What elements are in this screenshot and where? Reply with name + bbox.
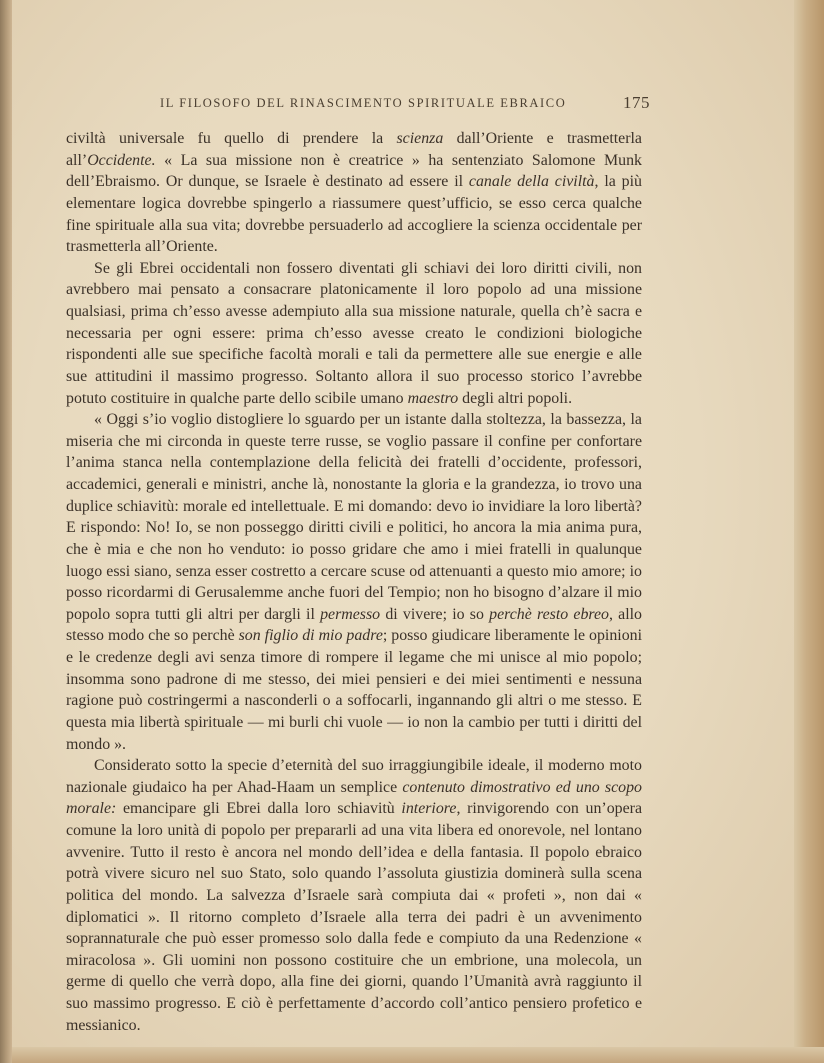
text-segment: « Oggi s’io voglio distogliere lo sguardo per un istante dalla stoltezza, la bassezza, la miseria che mi circonda in queste terre russe, se voglio passare il confine per confortare l’anima stanca nella contemplazione della felicità dei fratelli d’occidente, professori, accademici, generali e ministri, anche là, nonostante la gloria e la grandezza, io trovo una duplice schiavitù: morale ed intellettuale. E mi domando: devo io invidiare la loro libertà? E rispondo: No! Io, se non posseggo diritti civili e politici, ho ancora la mia anima pura, che è mia e che non ho venduto: io posso gridare che amo i miei fratelli in qualunque luogo essi siano, senza esser costretto a cercare scuse od attenuanti a questo mio amore; io posso ricordarmi di Gerusalemme anche fuori del Tempio; non ho bisogno d’alzare il mio popolo sopra tutti gli altri per dargli il (66, 411, 642, 623)
italic-segment: perchè resto ebreo (489, 605, 609, 623)
text-segment: civiltà universale fu quello di prendere la (66, 130, 397, 147)
page-edge-bottom (12, 1047, 824, 1063)
italic-segment: son figlio di mio padre (238, 627, 383, 645)
paragraph-3-quote (66, 409, 642, 755)
paragraph-2 (66, 258, 642, 409)
italic-segment: contenuto dimostrativo ed uno scopo morale: (66, 778, 642, 818)
text-segment: Considerato sotto la specie d’eternità del suo irraggiungibile ideale, il moderno moto nazionale giudaico ha per Ahad-Haam un semplice (66, 757, 642, 796)
page-edge-right (794, 0, 824, 1063)
text-segment: emancipare gli Ebrei dalla loro schiavitù (116, 800, 402, 818)
text-segment: , rinvigorendo con un’opera comune la loro unità di popolo per prepararli ad una vita libera ed onorevole, nel lontano avvenire. Tutto il resto è ancora nel mondo dell’idea e della fantasia. Il popolo ebraico potrà vivere sicuro nel suo Stato, solo quando l’assoluta giustizia dominerà sulla scena politica del mondo. La salvezza d’Israele sarà compiuta dai « profeti », non dai « diplomatici ». Il ritorno completo d’Israele alla terra dei padri è un avvenimento soprannaturale che può esser promesso solo dalla fede e compiuto da una Redenzione « miracolosa ». Gli uomini non possono costituire che un embrione, una molecola, un germe di quello che verrà dopo, alla fine dei giorni, quando l’Umanità avrà raggiunto il suo massimo progresso. E ciò è perfettamente d’accordo coll’antico pensiero profetico e messianico. (66, 800, 642, 1034)
text-segment: , la più elementare logica dovrebbe spingerlo a riassumere quest’ufficio, se esso cerca qualche fine spirituale alla sua vita; dovrebbe persuaderlo ad accogliere la scienza occidentale per trasmetterla all’Oriente. (66, 173, 642, 256)
page-number: 175 (623, 93, 650, 112)
italic-segment: scienza (396, 130, 444, 147)
paragraph-1 (66, 128, 642, 258)
binding-gutter (0, 0, 12, 1063)
text-segment: dall’Oriente e trasmetterla all’ (66, 130, 642, 169)
italic-segment: maestro (407, 389, 459, 407)
italic-segment: permesso (320, 605, 381, 623)
italic-segment: interiore (401, 800, 457, 818)
text-segment: degli altri popoli. (458, 389, 573, 407)
page-header (160, 94, 650, 116)
paragraph-4 (66, 755, 642, 1036)
text-segment: ; posso giudicare liberamente le opinioni e le credenze degli avi senza timore di rompere il legame che mi unisce al mio popolo; insomma sono padrone di me stesso, dei miei pensieri e dei miei sentimenti e nessuna ragione può costringermi a nasconderli o a soffocarli, ingannando gli altri o me stesso. E questa mia libertà spirituale — mi burli chi vuole — io non la cambio per tutti i diritti del mondo ». (66, 627, 643, 753)
text-segment: « La sua missione non è creatrice » ha sentenziato Salomone Munk dell’Ebraismo. Or dunque, se Israele è destinato ad essere il (66, 151, 642, 191)
text-segment: Se gli Ebrei occidentali non fossero diventati gli schiavi dei loro diritti civili, non avrebbero mai pensato a consacrare platonicamente il loro popolo ad una missione qualsiasi, prima ch’esso avesse adempiuto alla sua missione naturale, quella ch’è sacra e necessaria per ogni essere: prima ch’esso avesse creato le condizioni biologiche rispondenti alle sue specifiche facoltà morali e tali da permettere alle sue energie e alle sue attitudini il massimo progresso. Soltanto allora il suo processo storico l’avrebbe potuto costituire in qualche parte dello scibile umano (66, 259, 642, 407)
body-text (66, 128, 642, 1036)
running-head: IL FILOSOFO DEL RINASCIMENTO SPIRITUALE EBRAICO (160, 96, 567, 110)
italic-segment: Occidente. (87, 151, 156, 169)
text-segment: , allo stesso modo che so perchè (66, 605, 642, 645)
italic-segment: canale della civiltà (468, 173, 595, 191)
text-segment: di vivere; io so (380, 605, 490, 623)
